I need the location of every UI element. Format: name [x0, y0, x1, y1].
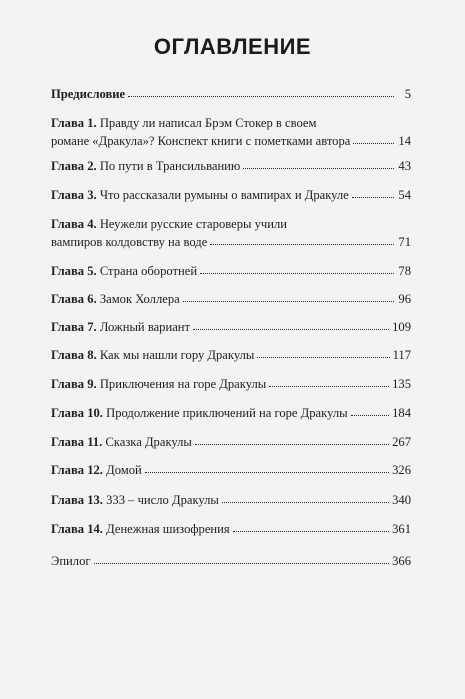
toc-entry-chapter-8 [51, 346, 411, 364]
dot-leader [353, 133, 394, 144]
dot-leader [352, 187, 394, 198]
toc-line [51, 186, 411, 204]
toc-entry-chapter-6 [51, 290, 411, 308]
toc-entry-chapter-13 [51, 491, 411, 509]
dot-leader [351, 405, 390, 416]
toc-chapter-title: Денежная шизофрения [106, 522, 230, 536]
dot-leader [243, 158, 394, 169]
toc-line [51, 233, 411, 251]
dot-leader [222, 492, 389, 503]
toc-entry-chapter-9 [51, 375, 411, 393]
toc-chapter-title-cont: вампиров колдовству на воде [51, 235, 208, 249]
toc-chapter-title: Страна оборотней [99, 264, 198, 278]
toc-line [51, 132, 411, 150]
toc-page-number: 96 [398, 292, 411, 306]
dot-leader [183, 291, 394, 302]
toc-line [51, 433, 411, 451]
toc-entry-chapter-10 [51, 404, 411, 422]
dot-leader [94, 553, 390, 564]
toc-chapter-title: Правду ли написал Брэм Стокер в своем [99, 116, 317, 130]
toc-line [51, 520, 411, 538]
toc-chapter-title: Продолжение приключений на горе Дракулы [106, 406, 348, 420]
toc-line [51, 114, 411, 132]
toc-page-number: 366 [392, 554, 411, 568]
toc-entry-chapter-11 [51, 433, 411, 451]
dot-leader [210, 234, 394, 245]
toc-chapter-title: Ложный вариант [99, 320, 191, 334]
toc-page-number: 78 [398, 264, 411, 278]
toc-page-number: 326 [392, 463, 411, 477]
toc-entry-chapter-14 [51, 520, 411, 538]
toc-chapter-label: Глава 10. [51, 406, 103, 420]
toc-chapter-label: Глава 5. [51, 264, 97, 278]
dot-leader [257, 347, 389, 358]
toc-line [51, 157, 411, 175]
toc-chapter-title: Сказка Дракулы [105, 435, 192, 449]
toc-page-number: 340 [392, 493, 411, 507]
toc-line [51, 85, 411, 103]
toc-chapter-label: Глава 1. [51, 116, 97, 130]
toc-line [51, 491, 411, 509]
dot-leader [193, 319, 389, 330]
toc-chapter-label: Глава 4. [51, 217, 97, 231]
toc-page-number: 54 [398, 188, 411, 202]
dot-leader [195, 434, 389, 445]
toc-chapter-label: Глава 2. [51, 159, 97, 173]
toc-line [51, 461, 411, 479]
toc-page-number: 109 [392, 320, 411, 334]
toc-entry-chapter-7 [51, 318, 411, 336]
toc-entry-chapter-1 [51, 114, 411, 150]
toc-chapter-label: Глава 11. [51, 435, 103, 449]
toc-entry-chapter-5 [51, 262, 411, 280]
toc-chapter-title: Домой [106, 463, 142, 477]
dot-leader [128, 86, 394, 97]
toc-page-number: 184 [392, 406, 411, 420]
toc-line [51, 346, 411, 364]
toc-entry-chapter-2 [51, 157, 411, 175]
toc-chapter-title: По пути в Трансильванию [99, 159, 241, 173]
toc-line [51, 290, 411, 308]
toc-chapter-label: Глава 8. [51, 348, 97, 362]
toc-chapter-label: Глава 7. [51, 320, 97, 334]
toc-chapter-title: Что рассказали румыны о вампирах и Дракуле [99, 188, 349, 202]
toc-chapter-title: Эпилог [51, 554, 91, 568]
page-title: ОГЛАВЛЕНИЕ [153, 34, 312, 59]
toc-chapter-label: Глава 12. [51, 463, 103, 477]
dot-leader [145, 462, 389, 473]
toc-entry-chapter-12 [51, 461, 411, 479]
toc-chapter-label: Глава 14. [51, 522, 103, 536]
toc-page-number: 267 [392, 435, 411, 449]
toc-chapter-title: Приключения на горе Дракулы [99, 377, 267, 391]
dot-leader [233, 521, 389, 532]
toc-page-number: 135 [392, 377, 411, 391]
dot-leader [200, 263, 394, 274]
toc-page-number: 71 [398, 235, 411, 249]
toc-page-number: 117 [392, 348, 411, 362]
toc-entry-chapter-4 [51, 215, 411, 251]
toc-page-number: 5 [404, 87, 411, 101]
toc-page-number: 361 [392, 522, 411, 536]
toc-entry-epilogue [51, 552, 411, 570]
toc-line [51, 552, 411, 570]
toc-line [51, 404, 411, 422]
toc-chapter-label: Глава 3. [51, 188, 97, 202]
toc-chapter-label: Глава 6. [51, 292, 97, 306]
toc-line [51, 215, 411, 233]
dot-leader [269, 376, 389, 387]
toc-line [51, 318, 411, 336]
toc-chapter-title: 333 – число Дракулы [106, 493, 219, 507]
toc-chapter-label: Предисловие [51, 87, 126, 101]
toc-chapter-label: Глава 13. [51, 493, 103, 507]
toc-chapter-title: Неужели русские староверы учили [99, 217, 288, 231]
toc-chapter-title-cont: романе «Дракула»? Конспект книги с пометками автора [51, 134, 351, 148]
toc-chapter-label: Глава 9. [51, 377, 97, 391]
toc-entry-preface [51, 85, 411, 103]
toc-page-number: 43 [398, 159, 411, 173]
toc-page-number: 14 [398, 134, 411, 148]
toc-entry-chapter-3 [51, 186, 411, 204]
toc-chapter-title: Замок Холлера [99, 292, 180, 306]
toc-chapter-title: Как мы нашли гору Дракулы [99, 348, 255, 362]
toc-line [51, 375, 411, 393]
toc-line [51, 262, 411, 280]
